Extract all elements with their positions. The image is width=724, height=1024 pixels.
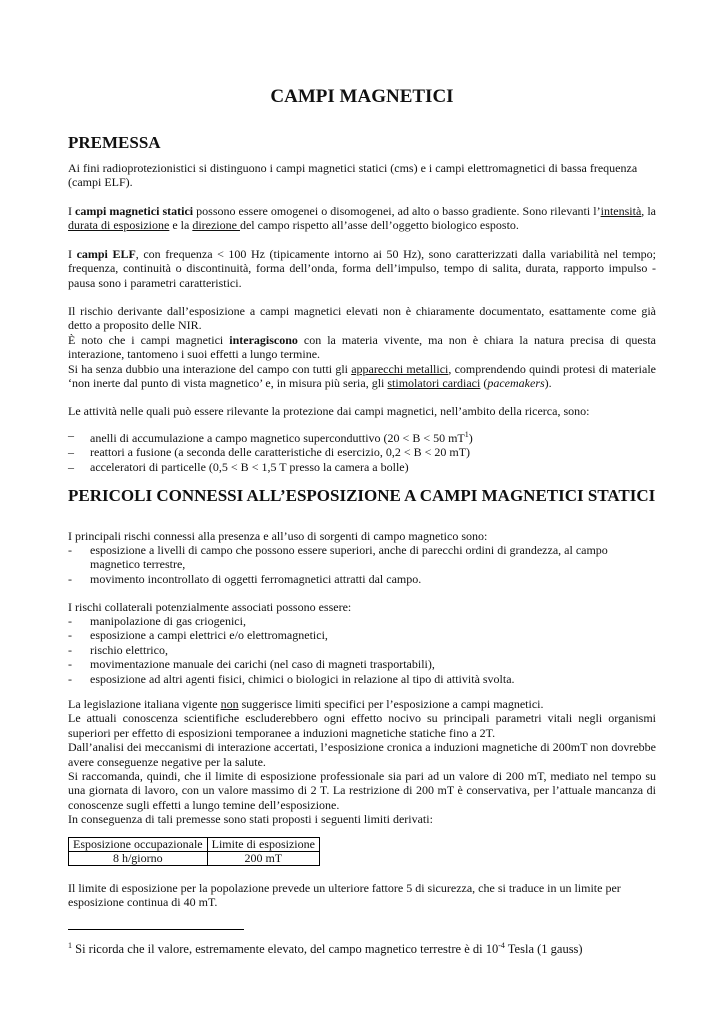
paragraph-popolazione: Il limite di esposizione per la popolazione prevede un ulteriore fattore 5 di sicurezza, che si traduce in un limite per esposizione continua di 40 mT. bbox=[68, 881, 621, 910]
table-header-cell: Limite di esposizione bbox=[207, 838, 319, 852]
table-cell: 8 h/giorno bbox=[69, 852, 208, 866]
list-item: - esposizione a campi elettrici e/o elettromagnetici, bbox=[68, 628, 328, 643]
list-item: – anelli di accumulazione a campo magnetico superconduttivo (20 < B < 50 $mT^1$) bbox=[68, 428, 473, 445]
footnote-separator bbox=[68, 929, 244, 930]
list-item: - esposizione ad altri agenti fisici, chimici o biologici in relazione al tipo di attività svolta. bbox=[68, 671, 515, 686]
list-item: - movimentazione manuale dei carichi (nel caso di magneti trasportabili), bbox=[68, 657, 435, 672]
list-item: – acceleratori di particelle (0,5 < B < 1,5 T presso la camera a bolle) bbox=[68, 459, 409, 474]
table-header-row bbox=[69, 838, 320, 852]
activities-list bbox=[68, 428, 656, 474]
table-header-cell: Esposizione occupazionale bbox=[69, 838, 208, 852]
legislazione-line-4: Si raccomanda, quindi, che il limite di esposizione professionale sia pari ad un valore di 200 mT, mediato nel tempo su una giornata di lavoro, con un valore massimo di 2 T. La restrizione di 200 mT è conservativa, per l’attuale mancanza di conoscenze sugli effetti a lungo temine dell’esposizione. bbox=[68, 769, 656, 812]
paragraph-rischi-principali: I principali rischi connessi alla presenza e all’uso di sorgenti di campo magnetico sono: bbox=[68, 529, 488, 543]
list-item: - rischio elettrico, bbox=[68, 642, 168, 657]
page-title: CAMPI MAGNETICI bbox=[270, 86, 454, 107]
paragraph-legislazione bbox=[68, 697, 656, 827]
list-item: – reattori a fusione (a seconda delle caratteristiche di esercizio, 0,2 < B < 20 mT) bbox=[68, 445, 471, 460]
section-heading-pericoli: PERICOLI CONNESSI ALL’ESPOSIZIONE A CAMPI MAGNETICI STATICI bbox=[68, 486, 656, 505]
rischio-line-1: Il rischio derivante dall’esposizione a campi magnetici elevati non è chiaramente documentato, esattamente come già detto a proposito delle NIR. bbox=[68, 304, 656, 333]
section-heading-premessa: PREMESSA bbox=[68, 133, 161, 152]
legislazione-line-1: La legislazione italiana vigente non suggerisce limiti specifici per l’esposizione a campi magnetici. bbox=[68, 697, 544, 711]
list-item: - esposizione a livelli di campo che possono essere superiori, anche di parecchi ordini di grandezza, al campo magnetico terrestre, bbox=[68, 543, 608, 572]
paragraph-campi-elf: I campi ELF, con frequenza < 100 Hz (tipicamente intorno ai 50 Hz), sono caratterizzati dalla variabilità nel tempo; frequenza, continuità o discontinuità, forma dell’onda, forma dell’impulso, tempo di salita, durata, rapporto impulso - pausa sono i parametri caratteristici. bbox=[68, 247, 657, 290]
paragraph-campi-statici: I campi magnetici statici possono essere omogenei o disomogenei, ad alto o basso gradiente. Sono rilevanti l’intensità, la durata di esposizione e la direzione del campo rispetto all’asse dell’oggetto biologico esposto. bbox=[68, 204, 656, 233]
paragraph-rischi-collaterali: I rischi collaterali potenzialmente associati possono essere: bbox=[68, 600, 352, 614]
rischio-line-2: È noto che i campi magnetici interagiscono con la materia vivente, ma non è chiara la natura precisa di questa interazione, tantomeno i suoi effetti a lungo termine. bbox=[68, 332, 656, 362]
legislazione-line-3: Dall’analisi dei meccanismi di interazione accertati, l’esposizione cronica a induzioni magnetiche di 200mT non dovrebbe avere conseguenze negative per la salute. bbox=[68, 740, 656, 769]
legislazione-line-5: In conseguenza di tali premesse sono stati proposti i seguenti limiti derivati: bbox=[68, 812, 433, 827]
rischio-line-3: Si ha senza dubbio una interazione del campo con tutti gli apparecchi metallici, comprendendo quindi protesi di materiale ‘non inerte dal punto di vista magnetico’ e, in misura più seria, gli stimolatori cardiaci (pacemakers). bbox=[68, 361, 657, 391]
table-row bbox=[69, 852, 320, 866]
table-cell: 200 mT bbox=[207, 852, 319, 866]
list-item: - movimento incontrollato di oggetti ferromagnetici attratti dal campo. bbox=[68, 571, 422, 586]
paragraph-intro: Ai fini radioprotezionistici si distinguono i campi magnetici statici (cms) e i campi elettromagnetici di bassa frequenza (campi ELF). bbox=[68, 161, 638, 190]
exposure-limits-table bbox=[68, 837, 320, 866]
collateral-risks-list bbox=[68, 614, 656, 686]
paragraph-attivita: Le attività nelle quali può essere rilevante la protezione dai campi magnetici, nell’ambito della ricerca, sono: bbox=[68, 404, 590, 418]
footnote: $^1$ Si ricorda che il valore, estremamente elevato, del campo magnetico terrestre è di $10^{-4}$ Tesla (1 gauss) bbox=[68, 941, 583, 957]
list-item: - manipolazione di gas criogenici, bbox=[68, 614, 246, 628]
paragraph-rischio bbox=[68, 304, 656, 390]
main-risks-list bbox=[68, 543, 656, 586]
legislazione-line-2: Le attuali conoscenza scientifiche escluderebbero ogni effetto nocivo su principali parametri vitali negli organismi superiori per effetto di esposizioni temporanee a induzioni magnetiche statiche fino a 2T. bbox=[68, 711, 656, 740]
